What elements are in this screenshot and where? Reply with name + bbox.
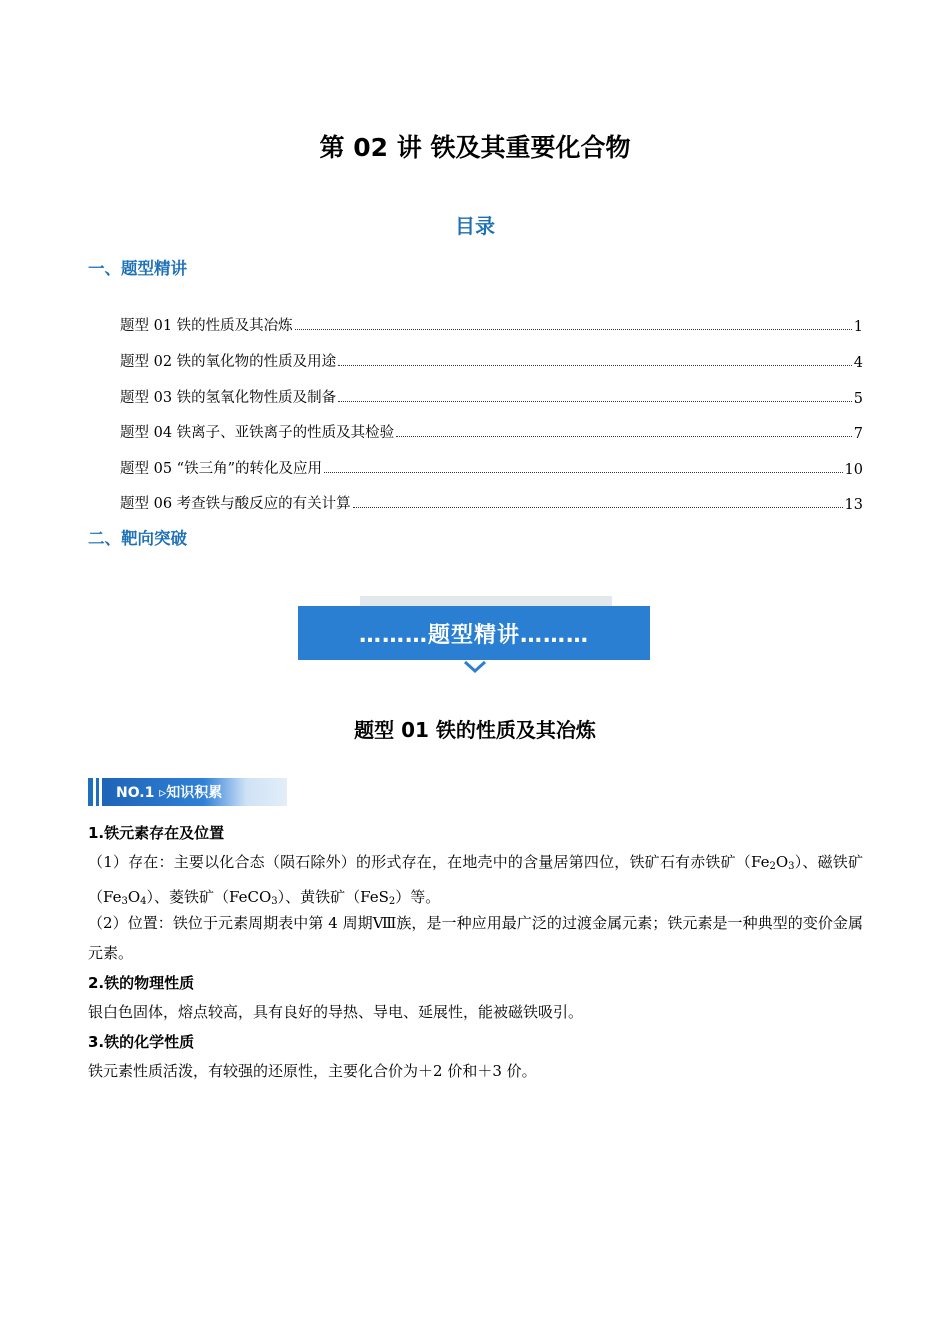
banner-text: ………题型精讲……… xyxy=(358,622,589,648)
toc-item-page: 5 xyxy=(853,391,863,407)
knowledge-tag xyxy=(88,778,287,806)
toc-item[interactable] xyxy=(120,349,863,371)
heading-physical: 2.铁的物理性质 xyxy=(88,974,195,992)
page-title: 第 02 讲 铁及其重要化合物 xyxy=(319,133,631,162)
toc-item[interactable] xyxy=(120,456,863,478)
paragraph-existence: （1）存在：主要以化合态（陨石除外）的形式存在，在地壳中的含量居第四位，铁矿石有赤铁矿$(Fe_2O_3)$、磁铁矿$(Fe_3O_4)$、菱铁矿（FeCO$_3$）、黄铁矿（FeS$_2$）等。 xyxy=(88,853,863,907)
toc-item[interactable] xyxy=(120,313,863,335)
toc-item[interactable] xyxy=(120,491,863,513)
toc-section-1[interactable]: 一、题型精讲 xyxy=(88,259,187,278)
toc-item-label: 题型 05 “铁三角”的转化及应用 xyxy=(120,461,322,477)
toc-leader xyxy=(338,400,852,402)
toc-leader xyxy=(353,506,843,508)
toc-item-page: 4 xyxy=(853,355,863,371)
tag-accent-bar xyxy=(88,778,93,806)
toc-item[interactable] xyxy=(120,420,863,442)
toc-item-label: 题型 03 铁的氢氧化物性质及制备 xyxy=(120,390,337,406)
paragraph-chemical: 铁元素性质活泼，有较强的还原性，主要化合价为＋2 价和＋3 价。 xyxy=(88,1062,537,1080)
toc-item[interactable] xyxy=(120,385,863,407)
heading-chemical: 3.铁的化学性质 xyxy=(88,1033,195,1051)
chevron-down-icon xyxy=(462,658,488,676)
toc-item-page: 7 xyxy=(853,426,863,442)
paragraph-position: （2）位置：铁位于元素周期表中第 4 周期Ⅷ族，是一种应用最广泛的过渡金属元素；铁元素是一种典型的变价金属元素。 xyxy=(88,914,863,962)
toc-item-label: 题型 02 铁的氧化物的性质及用途 xyxy=(120,354,337,370)
section-banner xyxy=(298,606,650,660)
tag-accent-bar xyxy=(96,778,99,806)
toc-section-2[interactable]: 二、靶向突破 xyxy=(88,529,187,548)
toc-item-page: 13 xyxy=(844,497,863,513)
toc-leader xyxy=(324,471,843,473)
toc-item-page: 1 xyxy=(853,319,863,335)
tag-label: NO.1 ▹知识积累 xyxy=(102,778,287,806)
heading-existence: 1.铁元素存在及位置 xyxy=(88,824,225,842)
toc-leader xyxy=(338,364,852,366)
toc-item-page: 10 xyxy=(844,462,863,478)
paragraph-physical: 银白色固体，熔点较高，具有良好的导热、导电、延展性，能被磁铁吸引。 xyxy=(88,1003,584,1021)
toc-item-label: 题型 04 铁离子、亚铁离子的性质及其检验 xyxy=(120,425,395,441)
toc-item-label: 题型 06 考查铁与酸反应的有关计算 xyxy=(120,496,351,512)
toc-leader xyxy=(396,435,852,437)
toc-item-label: 题型 01 铁的性质及其冶炼 xyxy=(120,318,293,334)
topic-title: 题型 01 铁的性质及其冶炼 xyxy=(354,718,596,742)
toc-heading: 目录 xyxy=(455,214,495,238)
toc-leader xyxy=(295,328,852,330)
